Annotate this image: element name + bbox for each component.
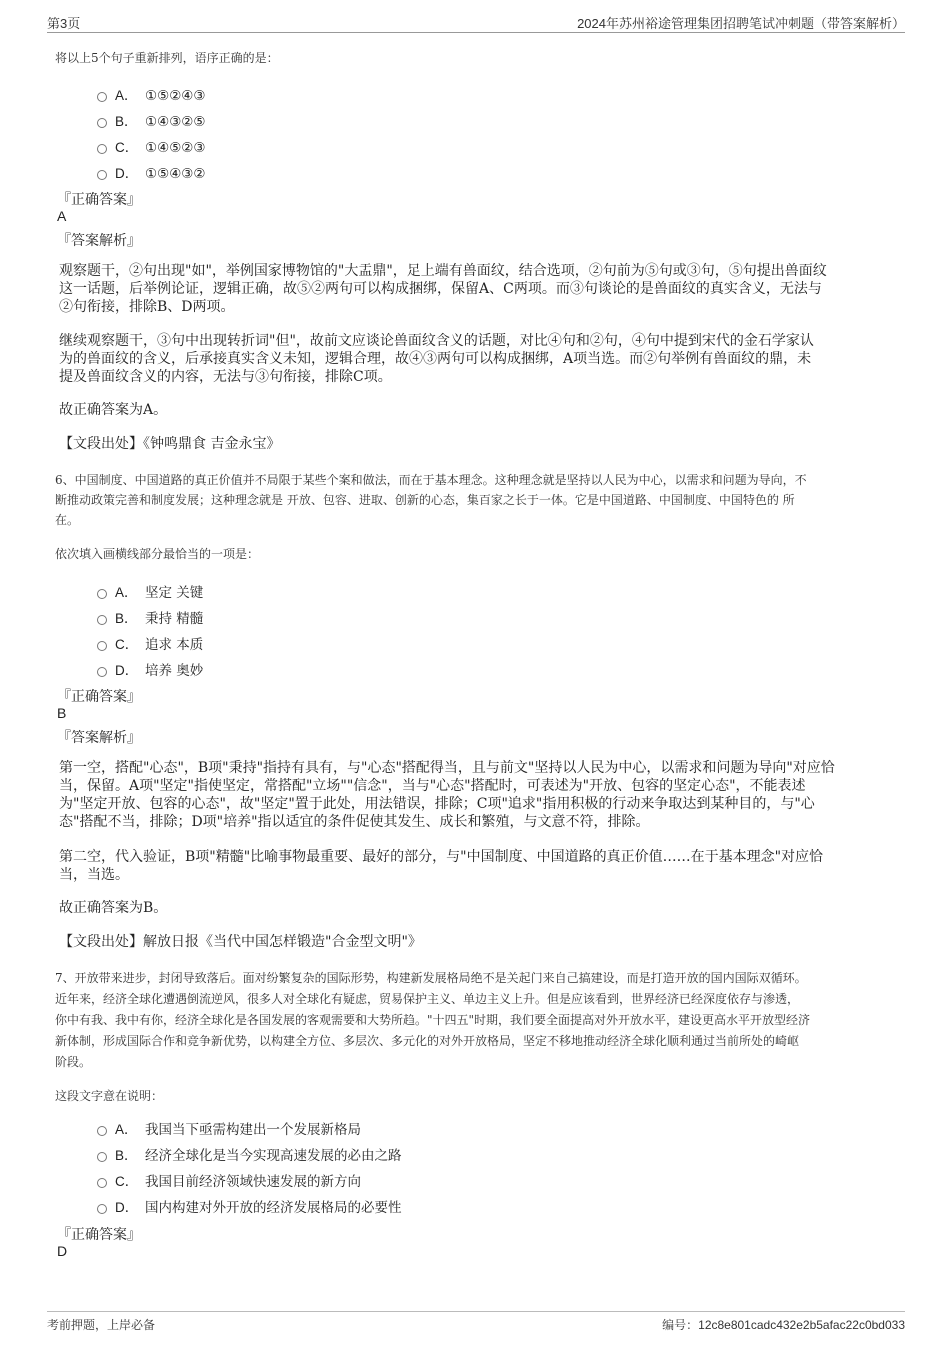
radio-icon[interactable] — [97, 1178, 107, 1188]
q6-lead: 依次填入画横线部分最恰当的一项是： — [55, 547, 260, 561]
document-code-value: 12c8e801cadc432e2b5afac22c0bd033 — [698, 1318, 905, 1332]
q5-analysis-line: 这一话题，后举例论证，逻辑正确，故⑤②两句可以构成捆绑，保留A、C两项。而③句谈论的是兽面纹的真实含义，无法与 — [59, 281, 822, 297]
page-header — [47, 10, 905, 33]
q5-answer-label: 『正确答案』 — [57, 192, 141, 208]
radio-icon[interactable] — [97, 170, 107, 180]
radio-icon[interactable] — [97, 615, 107, 625]
q7-option-b[interactable]: B． 经济全球化是当今实现高速发展的必由之路 — [97, 1144, 402, 1164]
q7-stem-line: 阶段。 — [55, 1055, 92, 1069]
q5-analysis-line: 为的兽面纹的含义，后承接真实含义未知，逻辑合理，故④③两句可以构成捆绑，A项当选。而②句举例有兽面纹的鼎，未 — [59, 351, 812, 367]
q7-stem-line: 近年来，经济全球化遭遇倒流逆风，很多人对全球化有疑虑，贸易保护主义、单边主义上升。但是应该看到，世界经济已经深度依存与渗透， — [55, 992, 800, 1006]
radio-icon[interactable] — [97, 144, 107, 154]
document-code-label: 编号： — [662, 1318, 699, 1332]
q6-analysis-label: 『答案解析』 — [57, 730, 141, 746]
q5-option-a[interactable]: A． ①⑤②④③ — [97, 84, 206, 104]
radio-icon[interactable] — [97, 589, 107, 599]
q6-stem-line: 断推动政策完善和制度发展；这种理念就是 开放、包容、进取、创新的心态，集百家之长于一体。它是中国道路、中国制度、中国特色的 所 — [55, 493, 795, 507]
q7-stem-line: 新体制，形成国际合作和竞争新优势，以构建全方位、多层次、多元化的对外开放格局，坚定不移地推动经济全球化顺利通过当前所处的崎岖 — [55, 1034, 800, 1048]
q6-option-c[interactable]: C． 追求 本质 — [97, 633, 203, 653]
q6-option-b[interactable]: B． 秉持 精髓 — [97, 607, 203, 627]
q6-option-a[interactable]: A． 坚定 关键 — [97, 581, 203, 601]
q7-answer-value: D — [57, 1243, 68, 1259]
q5-conclusion: 故正确答案为A。 — [59, 402, 168, 418]
q5-option-b[interactable]: B． ①④③②⑤ — [97, 110, 206, 130]
q6-analysis-line: 态"搭配不当，排除；D项"培养"指以适宜的条件促使其发生、成长和繁殖，与文意不符，排除。 — [59, 814, 650, 830]
q5-analysis-line: ②句衔接，排除B、D两项。 — [59, 299, 235, 315]
q7-answer-label: 『正确答案』 — [57, 1227, 141, 1243]
q6-stem-line: 6、中国制度、中国道路的真正价值并不局限于某些个案和做法，而在于基本理念。这种理念就是坚持以人民为中心，以需求和问题为导向，不 — [55, 473, 807, 487]
q7-option-c[interactable]: C． 我国目前经济领域快速发展的新方向 — [97, 1170, 361, 1190]
q6-answer-value: B — [57, 705, 67, 721]
footer-slogan: 考前押题，上岸必备 — [47, 1318, 156, 1332]
radio-icon[interactable] — [97, 92, 107, 102]
q6-analysis-line: 第一空，搭配"心态"，B项"秉持"指持有具有，与"心态"搭配得当，且与前文"坚持以人民为中心，以需求和问题为导向"对应恰 — [59, 760, 835, 776]
q7-option-a[interactable]: A． 我国当下亟需构建出一个发展新格局 — [97, 1118, 361, 1138]
q6-option-d[interactable]: D． 培养 奥妙 — [97, 659, 203, 679]
q5-source: 【文段出处】《钟鸣鼎食 吉金永宝》 — [59, 436, 281, 452]
radio-icon[interactable] — [97, 641, 107, 651]
radio-icon[interactable] — [97, 118, 107, 128]
q6-analysis-line: 当，当选。 — [59, 867, 129, 883]
q6-analysis-line: 第二空，代入验证，B项"精髓"比喻事物最重要、最好的部分，与"中国制度、中国道路的真正价值……在于基本理念"对应恰 — [59, 849, 824, 865]
q7-stem-line: 你中有我、我中有你，经济全球化是各国发展的客观需要和大势所趋。"十四五"时期，我们要全面提高对外开放水平，建设更高水平开放型经济 — [55, 1013, 811, 1027]
q5-analysis-line: 观察题干，②句出现"如"，举例国家博物馆的"大盂鼎"，足上端有兽面纹，结合选项，②句前为⑤句或③句，⑤句提出兽面纹 — [59, 263, 827, 279]
q6-analysis-line: 当，保留。A项"坚定"指使坚定，常搭配"立场""信念"，当与"心态"搭配时，可表述为"开放、包容的坚定心态"，不能表述 — [59, 778, 806, 794]
radio-icon[interactable] — [97, 1204, 107, 1214]
q6-source: 【文段出处】解放日报《当代中国怎样锻造"合金型文明"》 — [59, 934, 422, 950]
q5-option-c[interactable]: C． ①④⑤②③ — [97, 136, 206, 156]
radio-icon[interactable] — [97, 667, 107, 677]
radio-icon[interactable] — [97, 1152, 107, 1162]
q5-answer-value: A — [57, 208, 67, 224]
q7-lead: 这段文字意在说明： — [55, 1089, 164, 1103]
document-code — [662, 1316, 905, 1333]
q7-stem-line: 7、开放带来进步，封闭导致落后。面对纷繁复杂的国际形势，构建新发展格局绝不是关起门来自己搞建设，而是打造开放的国内国际双循环。 — [55, 971, 807, 985]
q6-answer-label: 『正确答案』 — [57, 689, 141, 705]
q5-option-d[interactable]: D． ①⑤④③② — [97, 162, 206, 182]
q5-analysis-line: 继续观察题干，③句中出现转折词"但"，故前文应谈论兽面纹含义的话题，对比④句和②句，④句中提到宋代的金石学家认 — [59, 333, 814, 349]
q5-stem: 将以上5个句子重新排列，语序正确的是： — [55, 51, 279, 65]
q6-conclusion: 故正确答案为B。 — [59, 900, 168, 916]
q7-option-d[interactable]: D． 国内构建对外开放的经济发展格局的必要性 — [97, 1196, 402, 1216]
document-title: 2024年苏州裕途管理集团招聘笔试冲刺题（带答案解析） — [577, 16, 905, 31]
page-footer — [47, 1311, 905, 1334]
q6-stem-line: 在。 — [55, 513, 80, 527]
radio-icon[interactable] — [97, 1126, 107, 1136]
page-number: 第3页 — [47, 16, 81, 31]
q6-analysis-line: 为"坚定开放、包容的心态"，故"坚定"置于此处，用法错误，排除；C项"追求"指用积极的行动来争取达到某种目的，与"心 — [59, 796, 815, 812]
q5-analysis-label: 『答案解析』 — [57, 233, 141, 249]
q5-analysis-line: 提及兽面纹含义的内容，无法与③句衔接，排除C项。 — [59, 369, 392, 385]
